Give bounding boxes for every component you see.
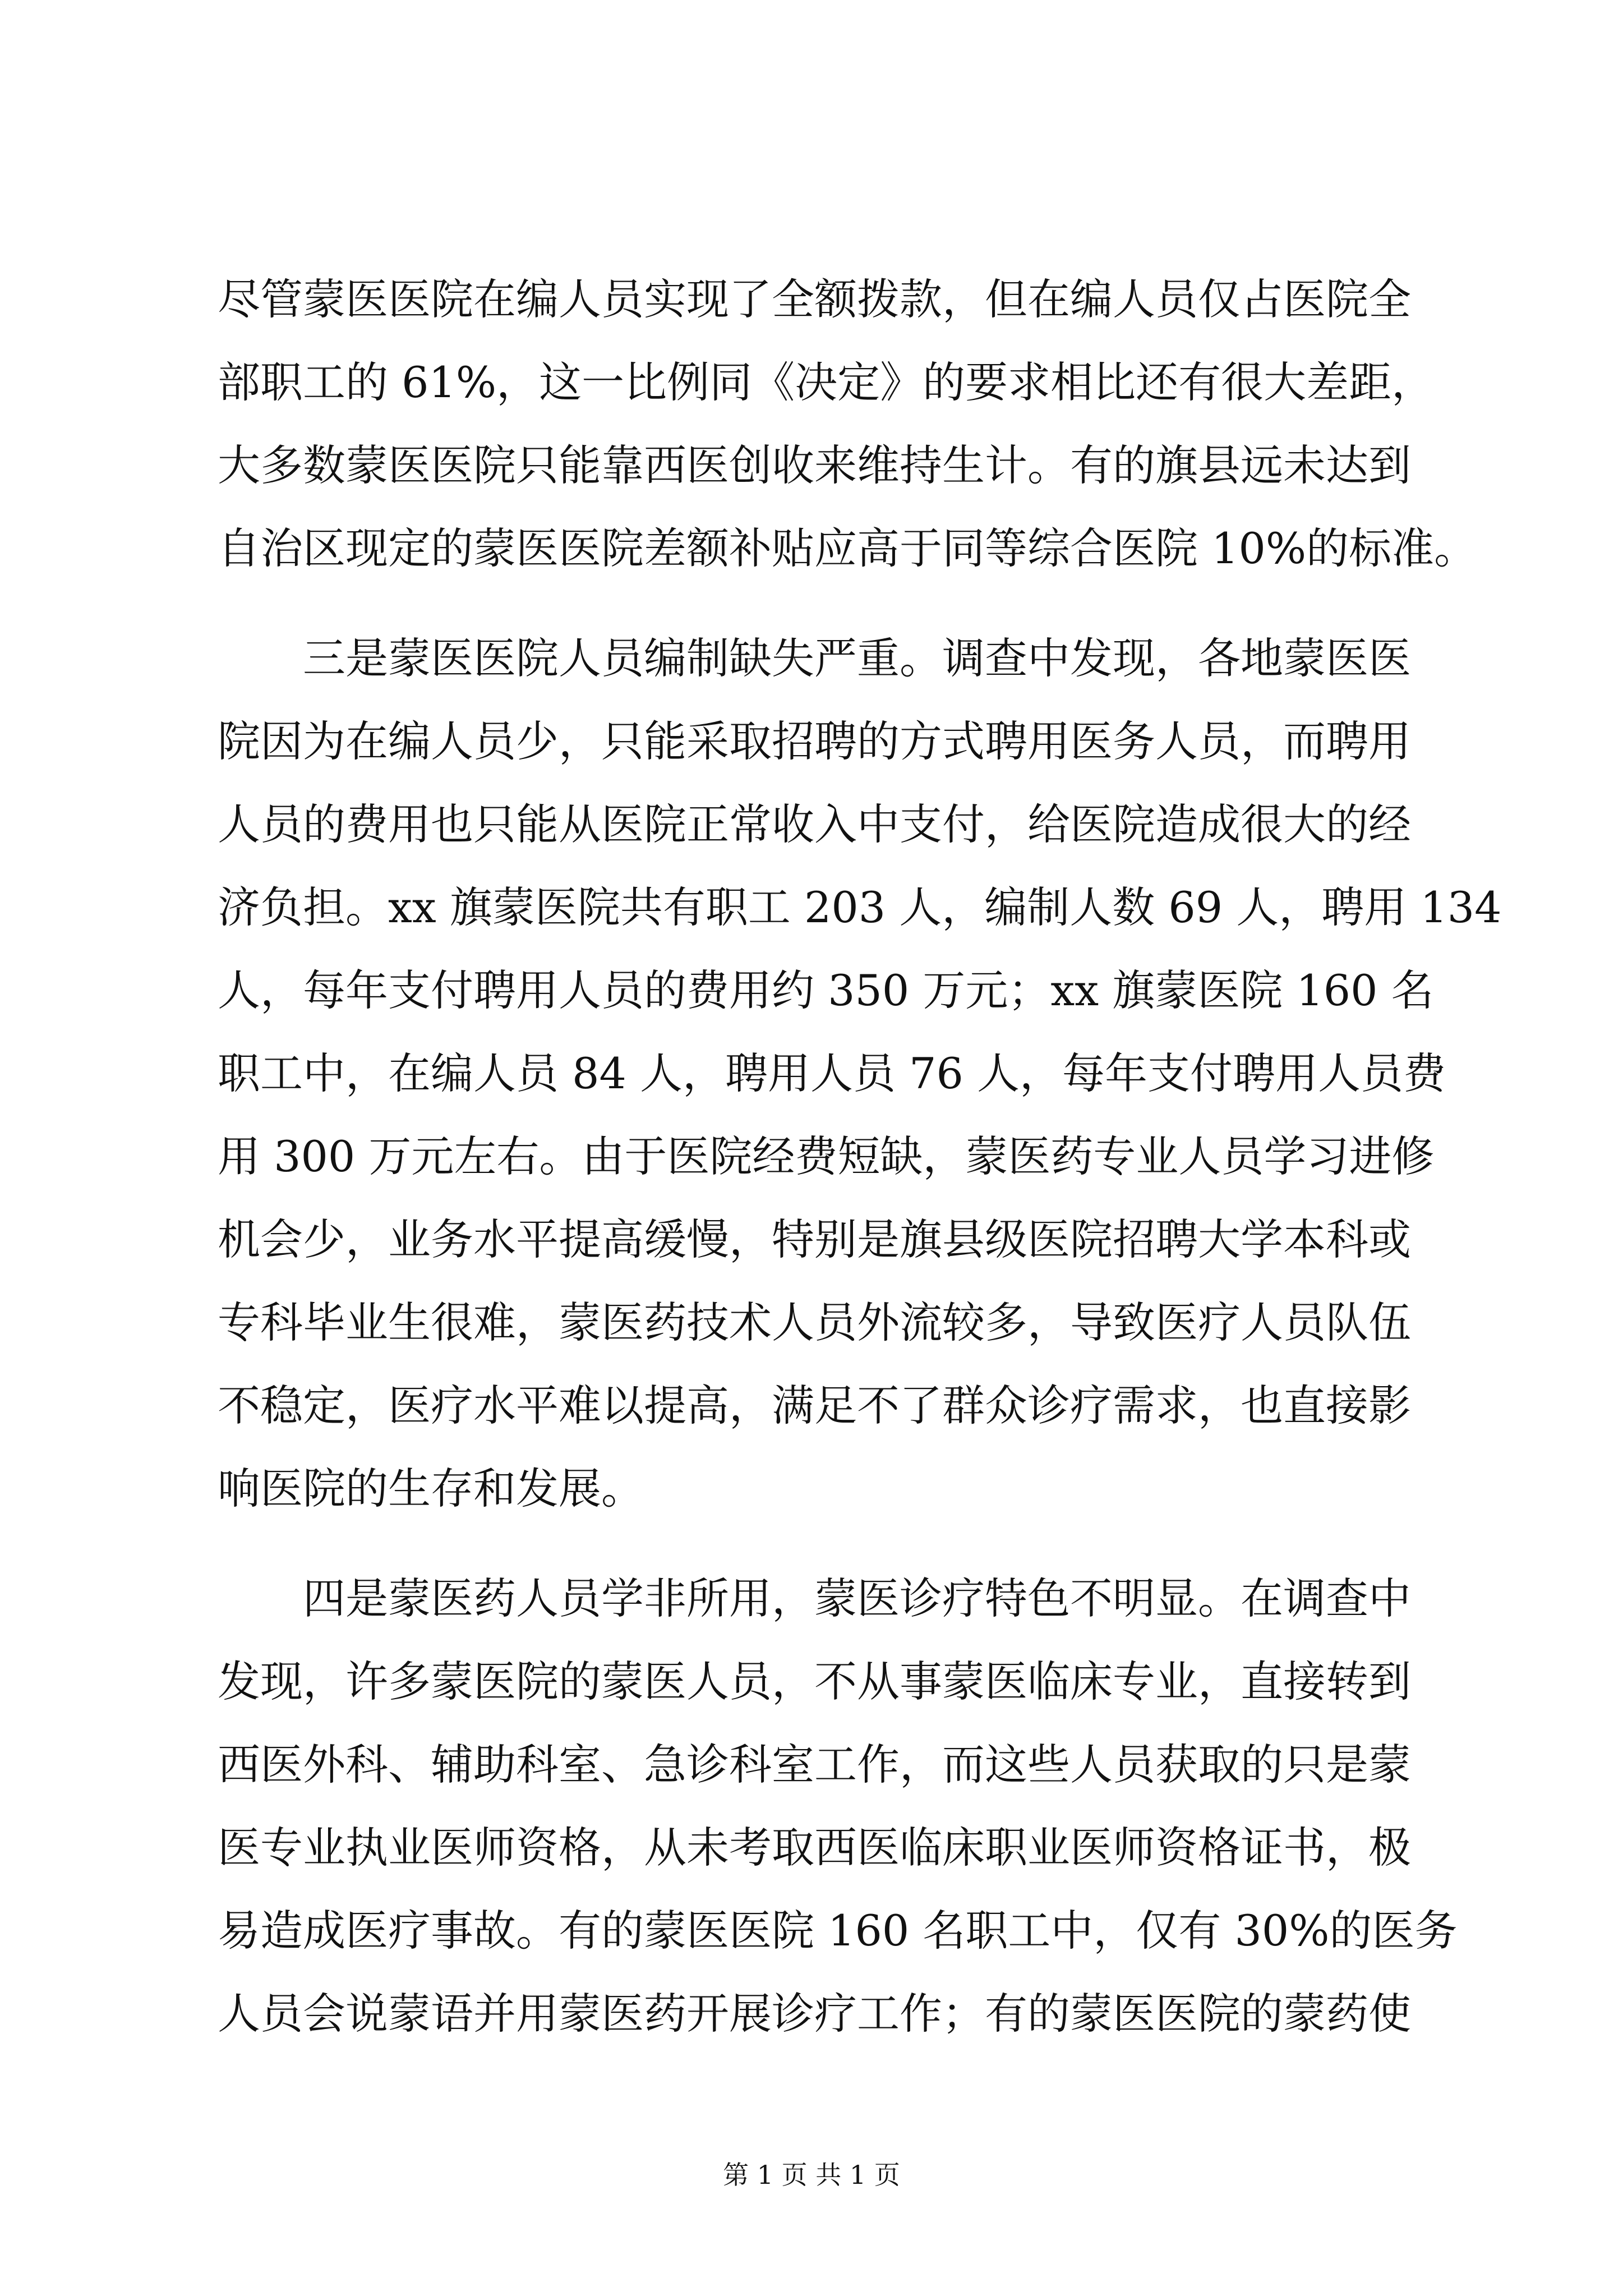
- text-line: 医专业执业医师资格，从未考取西医临床职业医师资格证书，极: [218, 1823, 1411, 1872]
- text-line: 用 300 万元左右。由于医院经费短缺，蒙医药专业人员学习进修: [218, 1131, 1435, 1181]
- text-line: 人员会说蒙语并用蒙医药开展诊疗工作；有的蒙医医院的蒙药使: [218, 1989, 1411, 2039]
- text-line: 济负担。xx 旗蒙医院共有职工 203 人，编制人数 69 人，聘用 134: [218, 882, 1502, 932]
- text-line: 自治区现定的蒙医医院差额补贴应高于同等综合医院 10%的标准。: [218, 523, 1477, 573]
- text-line: 三是蒙医医院人员编制缺失严重。调查中发现，各地蒙医医: [303, 633, 1411, 683]
- text-line: 西医外科、辅助科室、急诊科室工作，而这些人员获取的只是蒙: [218, 1740, 1411, 1789]
- text-line: 尽管蒙医医院在编人员实现了全额拨款，但在编人员仅占医院全: [218, 274, 1411, 324]
- text-line: 四是蒙医药人员学非所用，蒙医诊疗特色不明显。在调查中: [303, 1573, 1411, 1623]
- page-footer: 第 1 页 共 1 页: [723, 2160, 900, 2190]
- text-line: 人员的费用也只能从医院正常收入中支付，给医院造成很大的经: [218, 799, 1411, 849]
- paragraph-continued: [218, 258, 1477, 590]
- paragraph-staffing: [218, 617, 1502, 1530]
- text-line: 职工中，在编人员 84 人，聘用人员 76 人，每年支付聘用人员费: [218, 1048, 1446, 1098]
- paragraph-personnel-use: [218, 1557, 1458, 2055]
- text-line: 不稳定，医疗水平难以提高，满足不了群众诊疗需求，也直接影: [218, 1381, 1411, 1430]
- text-line: 机会少，业务水平提高缓慢，特别是旗县级医院招聘大学本科或: [218, 1214, 1411, 1264]
- text-line: 发现，许多蒙医院的蒙医人员，不从事蒙医临床专业，直接转到: [218, 1657, 1411, 1706]
- text-line: 专科毕业生很难，蒙医药技术人员外流较多，导致医疗人员队伍: [218, 1297, 1411, 1347]
- text-line: 响医院的生存和发展。: [218, 1464, 644, 1513]
- text-line: 部职工的 61%，这一比例同《决定》的要求相比还有很大差距，: [218, 357, 1435, 407]
- text-line: 院因为在编人员少，只能采取招聘的方式聘用医务人员，而聘用: [218, 716, 1411, 766]
- text-line: 易造成医疗事故。有的蒙医医院 160 名职工中，仅有 30%的医务: [218, 1906, 1458, 1955]
- text-line: 大多数蒙医医院只能靠西医创收来维持生计。有的旗县远未达到: [218, 440, 1411, 490]
- document-body: [218, 258, 1502, 2055]
- text-line: 人，每年支付聘用人员的费用约 350 万元；xx 旗蒙医院 160 名: [218, 965, 1434, 1015]
